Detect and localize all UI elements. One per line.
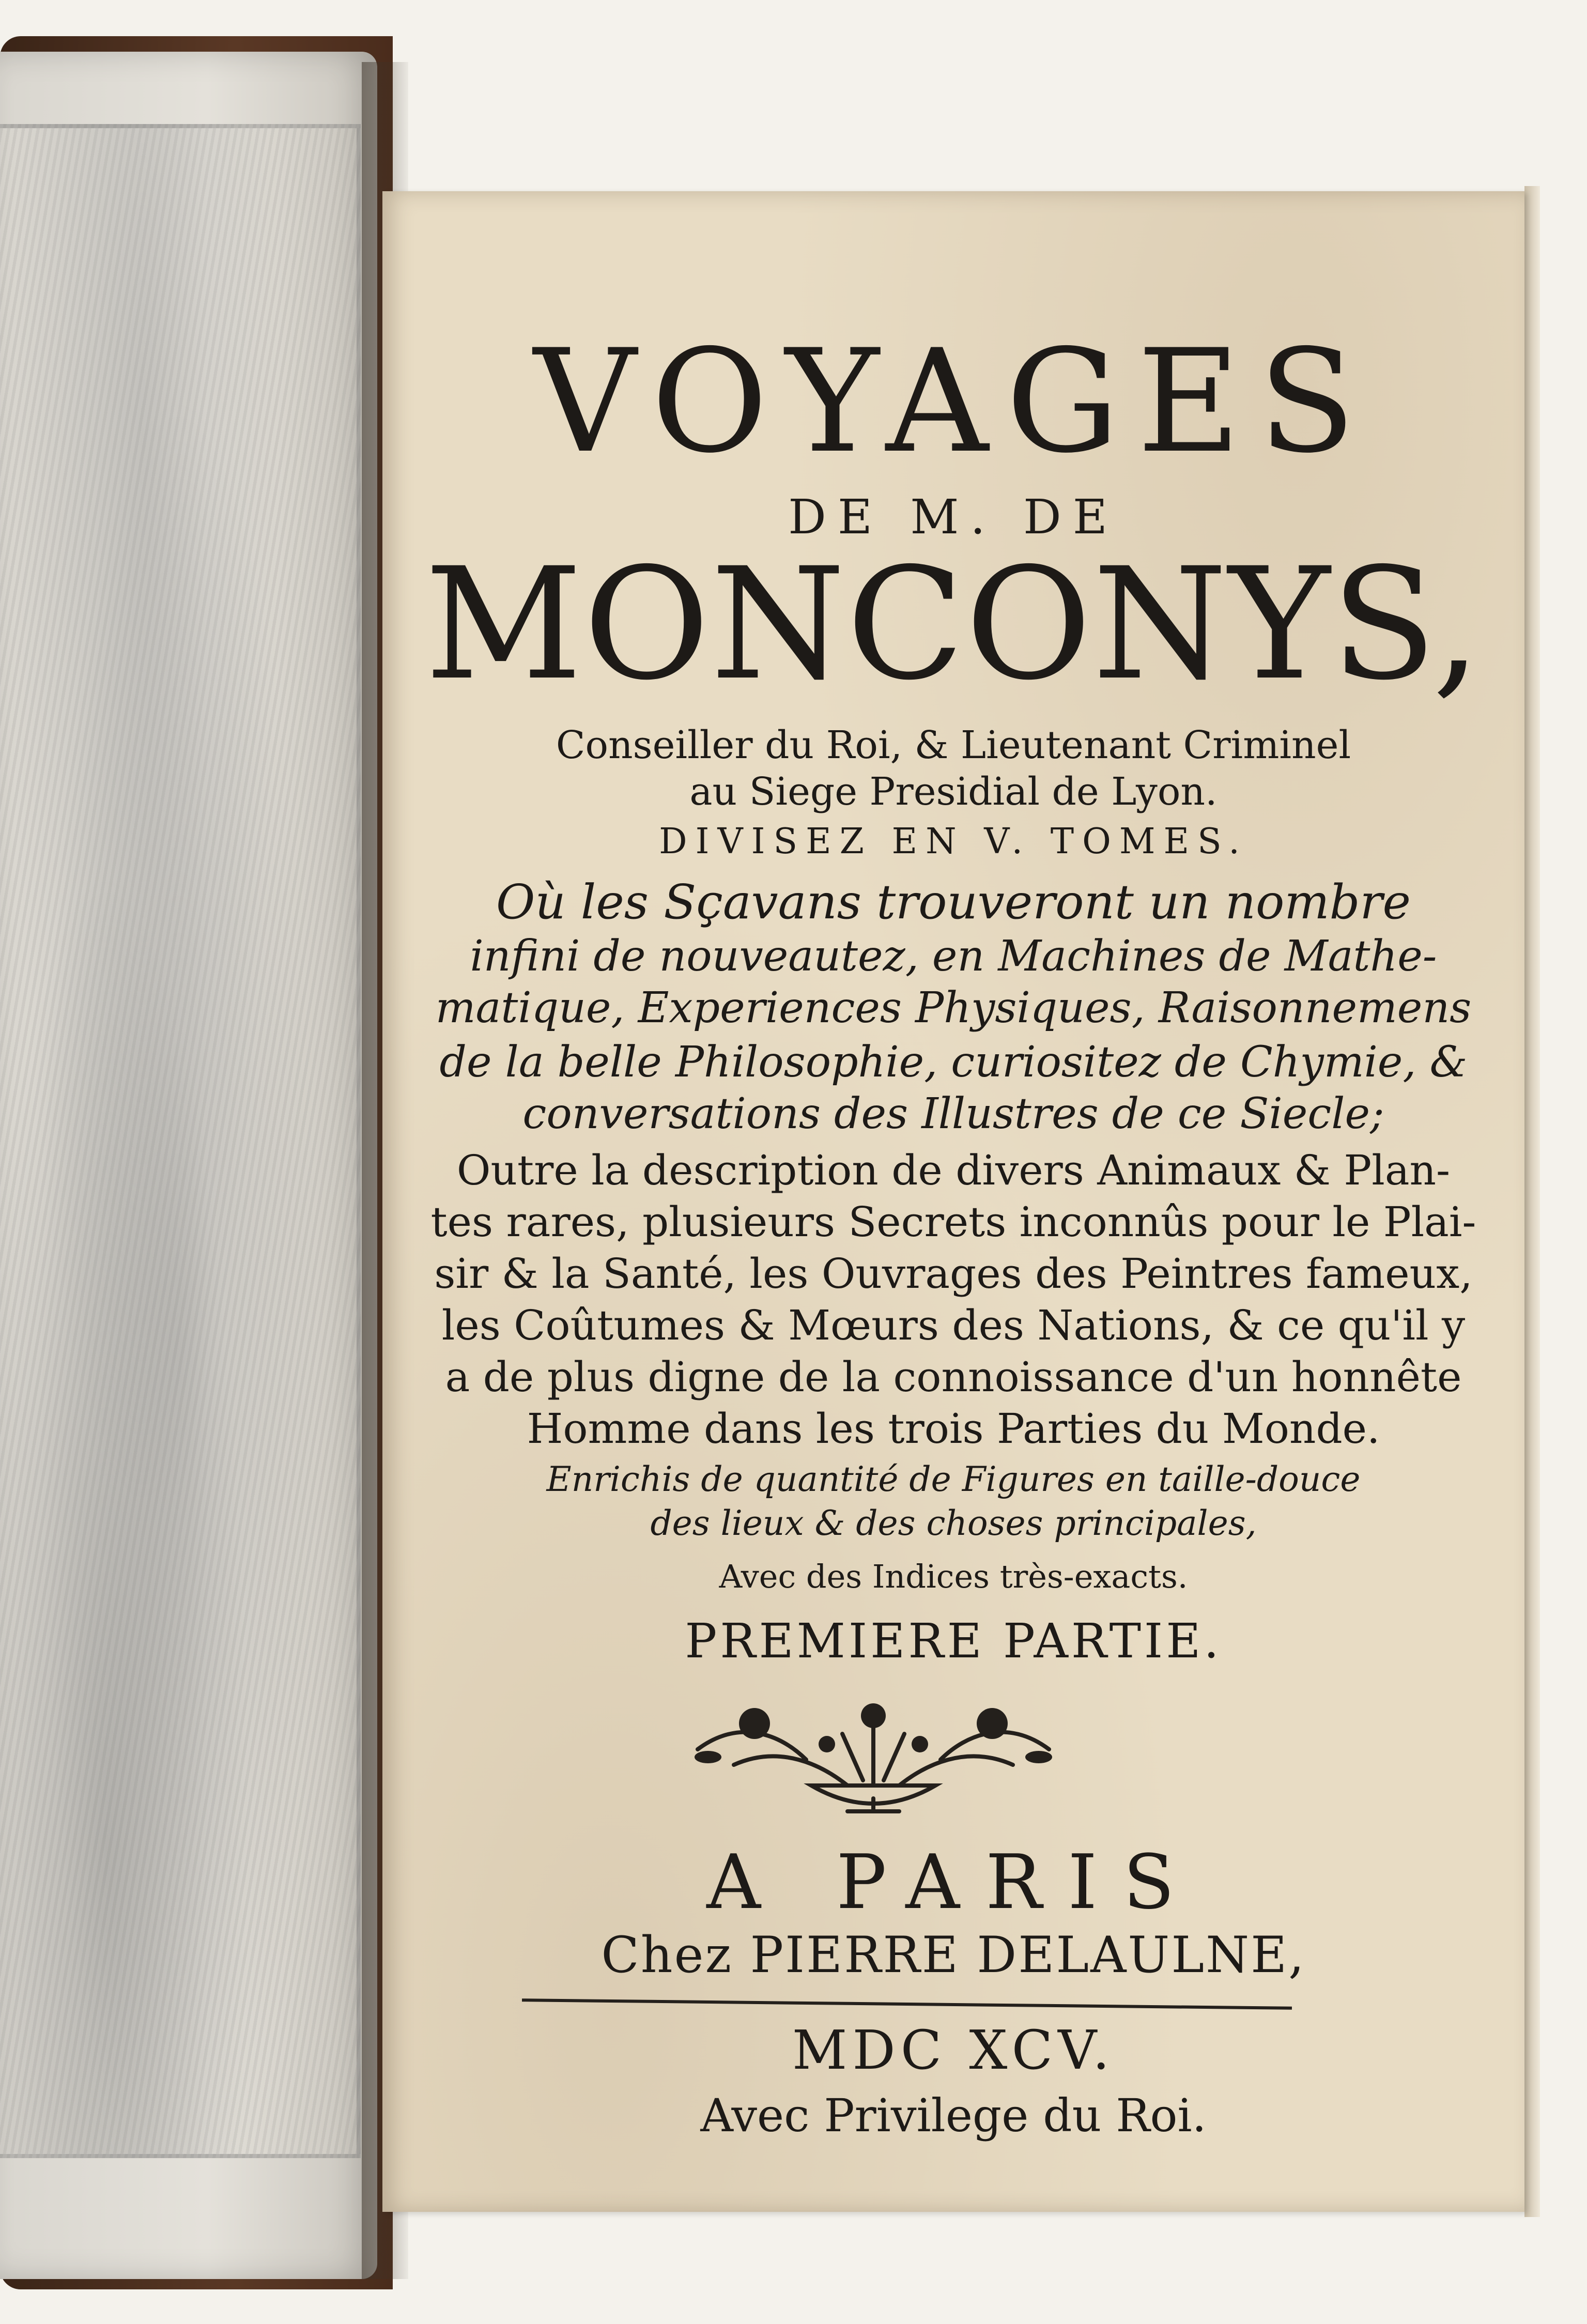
page-edge — [1524, 186, 1540, 2217]
volumes-note: DIVISEZ EN V. TOMES. — [659, 821, 1248, 862]
indices-note: Avec des Indices très-exacts. — [719, 1558, 1188, 1595]
description-italic-line: Où les Sçavans trouveront un nombre — [496, 874, 1411, 930]
title-page — [382, 191, 1524, 2212]
description-line: Outre la description de divers Animaux & Plan- — [456, 1146, 1451, 1194]
imprint-privilege: Avec Privilege du Roi. — [700, 2089, 1207, 2142]
imprint-city: A PARIS — [706, 1839, 1200, 1926]
enrichis-line-2: des lieux & des choses principales, — [650, 1503, 1257, 1543]
author-office-line-2: au Siege Presidial de Lyon. — [689, 769, 1218, 814]
description-line: Homme dans les trois Parties du Monde. — [527, 1405, 1380, 1453]
description-italic-line: de la belle Philosophie, curiositez de Chymie, & — [439, 1038, 1468, 1087]
title-de-m: DE M. DE — [788, 489, 1119, 545]
description-line: a de plus digne de la connoissance d'un honnête — [445, 1353, 1462, 1401]
imprint-rule — [522, 1998, 1292, 2010]
description-italic-line: conversations des Illustres de ce Siecle; — [522, 1089, 1384, 1138]
imprint-date: MDC XCV. — [792, 2019, 1115, 2082]
frontispiece-engraving — [0, 124, 361, 2158]
book-title: VOYAGES — [533, 319, 1374, 484]
left-page — [0, 52, 377, 2279]
flower-basket-ornament-icon — [677, 1687, 1070, 1827]
description-line: sir & la Santé, les Ouvrages des Peintres fameux, — [434, 1250, 1473, 1298]
author-office-line-1: Conseiller du Roi, & Lieutenant Criminel — [556, 723, 1351, 767]
enrichis-line-1: Enrichis de quantité de Figures en taille-douce — [546, 1459, 1361, 1499]
imprint-publisher: Chez PIERRE DELAULNE, — [601, 1926, 1306, 1984]
description-line: les Coûtumes & Mœurs des Nations, & ce qu'il y — [441, 1301, 1466, 1349]
author-name: MONCONYS, — [424, 535, 1483, 714]
description-italic-line: matique, Experiences Physiques, Raisonnemens — [435, 983, 1472, 1033]
description-italic-line: infini de nouveautez, en Machines de Mathe- — [470, 932, 1437, 981]
description-line: tes rares, plusieurs Secrets inconnûs pour le Plai- — [430, 1198, 1476, 1246]
part-label: PREMIERE PARTIE. — [685, 1613, 1222, 1669]
